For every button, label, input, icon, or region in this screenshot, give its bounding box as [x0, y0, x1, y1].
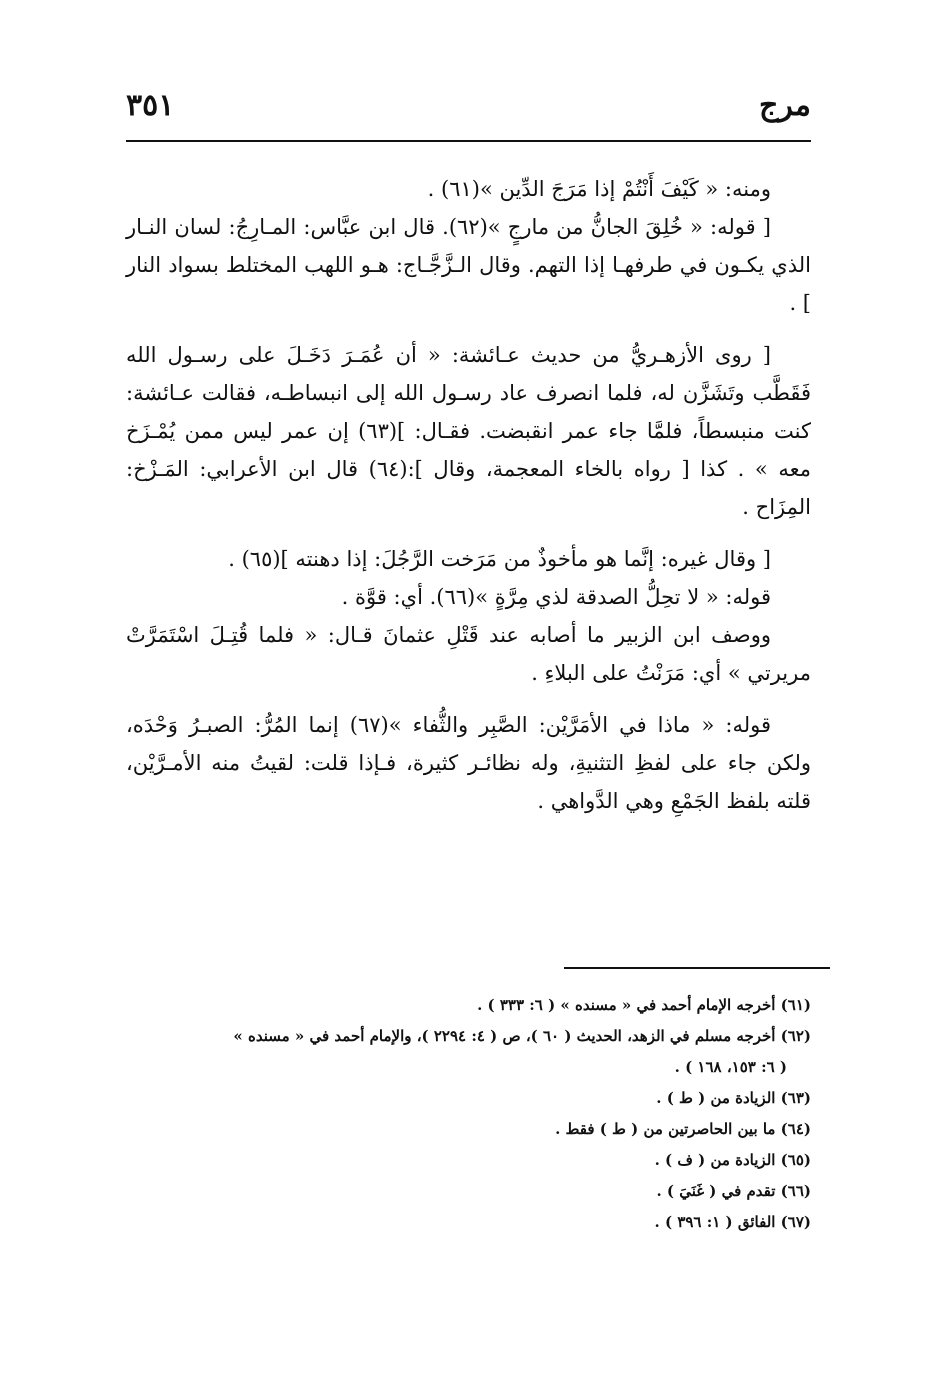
footnote: (٦٦) تقدم في ( غَنَيَ ) .	[656, 1182, 811, 1200]
footnote: (٦٢) أخرجه مسلم في الزهد، الحديث ( ٦٠ )، ص ( ٤: ٢٢٩٤ )، والإمام أحمد في « مسنده »	[233, 1027, 811, 1045]
main-text	[126, 170, 811, 820]
footnote-continuation: ( ٦: ١٥٣، ١٦٨ ) .	[674, 1058, 787, 1076]
paragraph: [ وقال غيره: إنَّما هو مأخوذٌ من مَرَخت الرَّجُلَ: إذا دهنته ](٦٥) .	[228, 547, 771, 571]
footnote: (٦٣) الزيادة من ( ط ) .	[656, 1089, 811, 1107]
footnote: (٦٥) الزيادة من ( ف ) .	[654, 1151, 811, 1169]
paragraph: ومنه: « كَيْفَ أَنْتُمْ إذا مَرَجَ الدِّين »(٦١) .	[427, 177, 771, 201]
page-number: ٣٥١	[126, 88, 175, 123]
footnote-divider	[564, 967, 830, 969]
paragraph: قوله: « ماذا في الأمَرَّيْن: الصَّبِر والثُّفاء »(٦٧) إنما المُرُّ: الصبـرُ وَحْدَه، ولكن جاء على لفظِ التثنيةِ، وله نظائـر كثيرة، فـإذا قلت: لقيتُ منه الأمـرَّيْن، قلته بلفظ الجَمْعِ وهي الدَّواهي .	[126, 713, 811, 813]
paragraph: قوله: « لا تحِلُّ الصدقة لذي مِرَّةٍ »(٦٦). أي: قوَّة .	[341, 585, 771, 609]
footnote: (٦٤) ما بين الحاصرتين من ( ط ) فقط .	[555, 1120, 811, 1138]
footnote: (٦١) أخرجه الإمام أحمد في « مسنده » ( ٦: ٣٣٣ ) .	[477, 996, 811, 1014]
footnote: (٦٧) الفائق ( ١: ٣٩٦ ) .	[654, 1213, 811, 1231]
page-header	[126, 84, 811, 142]
paragraph: ووصف ابن الزبير ما أصابه عند قَتْلِ عثمانَ قـال: « فلما قُتِـلَ اسْتَمَرَّتْ مريرتي » أي: مَرَنْتُ على البلاءِ .	[126, 623, 811, 685]
entry-word-heading: مرج	[759, 88, 811, 123]
paragraph: [ روى الأزهـريُّ من حديث عـائشة: « أن عُمَـرَ دَخَـلَ على رسـول الله فَقَطَّب وتَشَزَّن له، فلما انصرف عاد رسـول الله إلى انبساطـه، فقالت عـائشة: كنت منبسطاً، فلمَّا جاء عمر انقبضت. فقـال: ](٦٣) إن عمر ليس ممن يُمْـزَخ معه » . كذا [ رواه بالخاء المعجمة، وقال ]:(٦٤) قال ابن الأعرابي: المَـزْخ: المِزَاح .	[126, 343, 811, 519]
footnotes	[126, 990, 811, 1238]
paragraph: [ قوله: « خُلِقَ الجانُّ من مارجٍ »(٦٢). قال ابن عبَّاس: المـارِجُ: لسان النـار الذي يكـون في طرفهـا إذا التهم. وقال الـزَّجَّـاج: هـو اللهب المختلط بسواد النار ] .	[126, 215, 811, 315]
